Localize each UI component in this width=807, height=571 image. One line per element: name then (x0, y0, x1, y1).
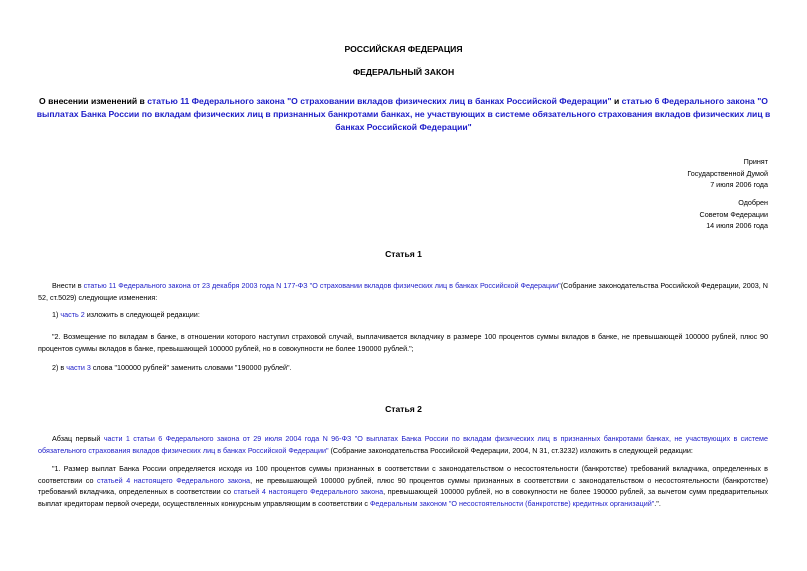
article-1-intro (38, 280, 768, 303)
law-title (30, 95, 777, 134)
item-2-text: слова "100000 рублей" заменить словами "190000 рублей". (90, 363, 292, 372)
link-article-6-payments-law[interactable]: статью 6 Федерального закона "О выплатах Банка России по вкладам физических лиц в признанных банкротами банках, не участвующих в системе обязательного страхования вкладов физических лиц в банках Российской Федерации" (36, 96, 771, 132)
article-2-intro-text: Абзац первый (52, 434, 104, 443)
link-article-11-insurance-law[interactable]: статью 11 Федерального закона "О страховании вкладов физических лиц в банках Российской Федерации" (147, 96, 612, 106)
article-2-heading: Статья 2 (385, 404, 422, 414)
quote-text-end: .". (654, 498, 661, 508)
quote-text: "1. Размер выплат Банка России определяется исходя из 100 процентов суммы признанных в соответствии с законодательством о несостоятельности (банкротстве) требований вкладчика, определенных в соответствии со (38, 464, 768, 485)
article-1-intro-text: Внести в (52, 281, 84, 290)
quote-text: , превышающей 100000 рублей, но в совокупности не более 190000 рублей, за вычетом сумм предварительных выплат кредиторам первой очереди, осуществленных конкурсным управляющим в соответствии с (38, 487, 769, 508)
article-2-intro-source: (Собрание законодательства Российской Федерации, 2004, N 31, ст.3232) изложить в следующей редакции: (328, 445, 693, 455)
link-part-3[interactable]: части 3 (66, 363, 91, 372)
law-title-text: О внесении изменений в (39, 96, 148, 106)
law-type-heading: ФЕДЕРАЛЬНЫЙ ЗАКОН (352, 67, 455, 77)
adoption-line: Государственной Думой (687, 168, 768, 178)
item-1-number: 1) (52, 310, 61, 319)
approval-council-block (700, 197, 768, 232)
article-2-quote (38, 463, 768, 509)
adoption-duma-block (687, 156, 768, 191)
link-article-6-law-96[interactable]: части 1 статьи 6 Федерального закона от 29 июля 2004 года N 96-ФЗ "О выплатах Банка России по вкладам физических лиц в признанных банкротами банках, не участвующих в системе обязательного страхования вкладов физических лиц в банках Российской Федерации" (38, 434, 768, 455)
article-1-heading: Статья 1 (385, 249, 422, 259)
article-1-item-2 (52, 362, 768, 374)
article-2-intro (38, 433, 768, 456)
law-title-text-and: и (611, 96, 622, 106)
link-article-4-this-law[interactable]: статьей 4 настоящего Федерального закона (233, 487, 384, 496)
link-part-2[interactable]: часть 2 (60, 310, 85, 319)
adoption-line: 7 июля 2006 года (710, 180, 768, 189)
approval-line: Советом Федерации (699, 209, 768, 219)
item-2-number: 2) в (52, 363, 67, 372)
item-1-text: изложить в следующей редакции: (84, 310, 200, 319)
country-heading: РОССИЙСКАЯ ФЕДЕРАЦИЯ (344, 44, 463, 54)
adoption-line: Принят (743, 157, 768, 166)
article-1-item-1 (52, 309, 768, 321)
link-article-11-law-177[interactable]: статью 11 Федерального закона от 23 декабря 2003 года N 177-ФЗ "О страховании вкладов физических лиц в банках Российской Федерации" (83, 281, 561, 290)
article-1-quote: "2. Возмещение по вкладам в банке, в отношении которого наступил страховой случай, выплачивается вкладчику в размере 100 процентов суммы вкладов в банке, не превышающей 100000 рублей, плюс 90 процентов суммы вкладов в банке, превышающей 100000 рублей, но в совокупности не более 190000 рублей."; (38, 332, 768, 353)
link-bankruptcy-credit-org-law[interactable]: Федеральным законом "О несостоятельности (банкротстве) кредитных организаций" (369, 498, 655, 508)
approval-line: 14 июля 2006 года (706, 221, 768, 230)
quote-text: , не превышающей 100000 рублей, плюс 90 процентов суммы признанных в соответствии с законодательством о несостоятельности (банкротстве) требований вкладчика, определенных в соответствии со (38, 475, 768, 496)
approval-line: Одобрен (738, 198, 768, 207)
article-1-intro-source: (Собрание законодательства Российской Федерации, 2003, N 52, ст.5029) следующие изменения: (38, 281, 768, 302)
link-article-4-this-law[interactable]: статьей 4 настоящего Федерального закона (96, 475, 251, 485)
